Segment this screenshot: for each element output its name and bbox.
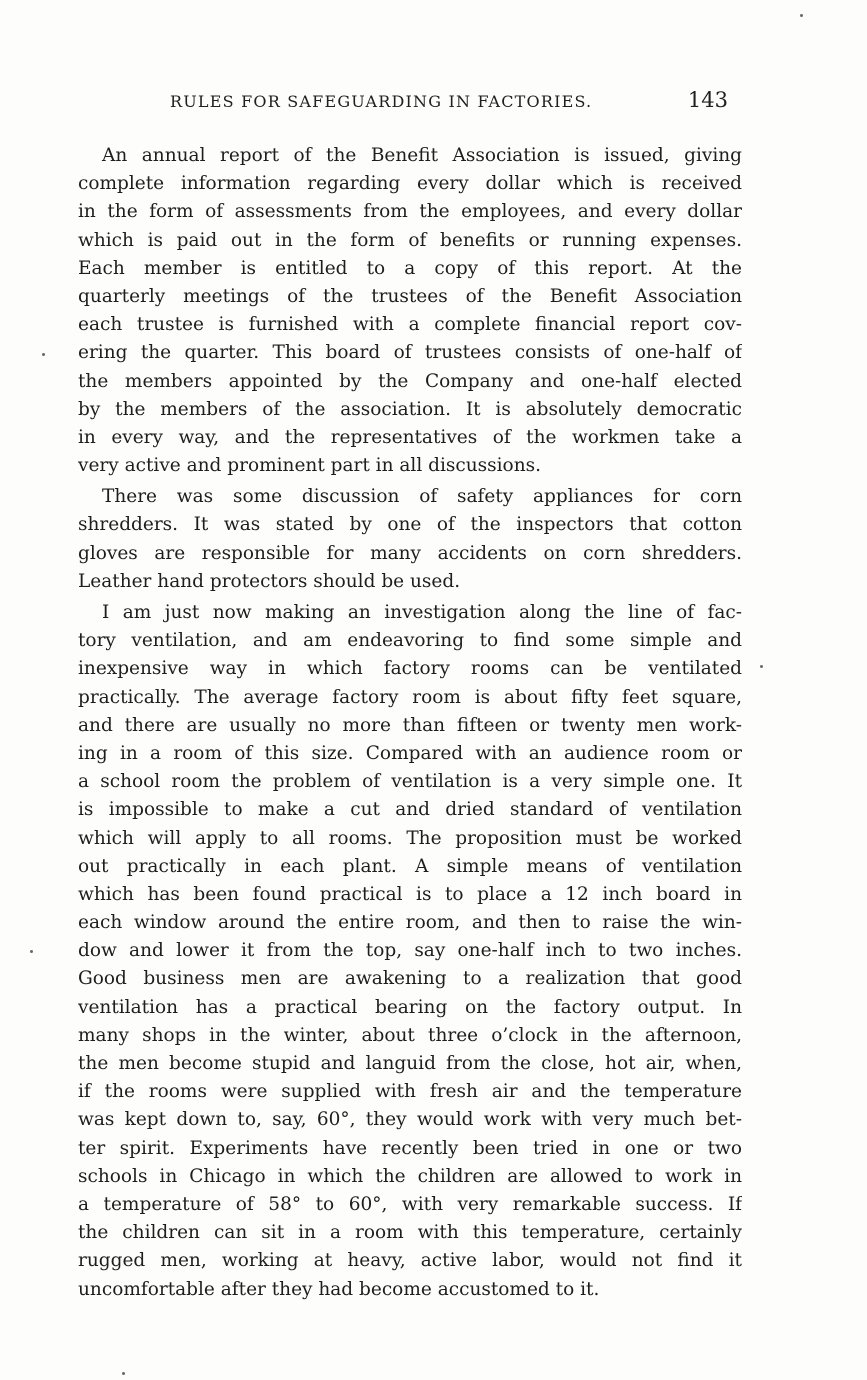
text-line: tory ventilation, and am endeavoring to find some simple and: [78, 630, 742, 652]
scan-speck: [30, 950, 33, 953]
paragraph-ventilation: [78, 599, 742, 1304]
text-line: gloves are responsible for many accidents on corn shredders.: [78, 542, 742, 564]
text-line: Leather hand protectors should be used.: [78, 570, 461, 592]
text-line: the men become stupid and languid from the close, hot air, when,: [78, 1053, 742, 1074]
text-line: ter spirit. Experiments have recently been tried in one or two: [78, 1137, 742, 1159]
text-line: each window around the entire room, and then to raise the win-: [78, 912, 742, 934]
text-line: quarterly meetings of the trustees of the Benefit Association: [78, 285, 742, 307]
text-line: dow and lower it from the top, say one-half inch to two inches.: [78, 940, 742, 962]
text-line: uncomfortable after they had become accustomed to it.: [78, 1278, 600, 1300]
text-line: which has been found practical is to place a 12 inch board in: [78, 883, 742, 905]
text-line: which is paid out in the form of benefits or running expenses.: [78, 229, 742, 251]
text-line: ering the quarter. This board of trustees consists of one-half of: [78, 342, 742, 364]
text-line: in the form of assessments from the employees, and every dollar: [78, 201, 742, 223]
text-line: schools in Chicago in which the children are allowed to work in: [78, 1165, 742, 1187]
text-line: was kept down to, say, 60°, they would work with very much bet-: [78, 1109, 742, 1131]
running-title: RULES FOR SAFEGUARDING IN FACTORIES.: [170, 92, 593, 111]
text-line: There was some discussion of safety appliances for corn: [102, 486, 742, 508]
text-line: ventilation has a practical bearing on the factory output. In: [78, 996, 742, 1018]
scan-speck: [122, 1372, 125, 1375]
running-head: [80, 88, 742, 118]
text-line: the children can sit in a room with this temperature, certainly: [78, 1222, 742, 1244]
text-line: An annual report of the Benefit Association is issued, giving: [102, 145, 742, 166]
page-number: 143: [687, 88, 728, 112]
text-line: is impossible to make a cut and dried standard of ventilation: [78, 799, 742, 821]
paragraph-corn-shredders: [78, 483, 742, 596]
text-line: inexpensive way in which factory rooms can be ventilated: [78, 658, 742, 680]
text-line: Good business men are awakening to a realization that good: [78, 968, 742, 990]
text-line: practically. The average factory room is about fifty feet square,: [78, 686, 742, 708]
text-line: in every way, and the representatives of the workmen take a: [78, 426, 742, 448]
paragraph-benefit-association: [78, 142, 742, 480]
text-line: ing in a room of this size. Compared with an audience room or: [78, 742, 742, 764]
text-line: very active and prominent part in all discussions.: [78, 455, 541, 477]
body-text: [78, 142, 742, 1307]
scan-speck: [800, 14, 803, 17]
text-line: if the rooms were supplied with fresh air and the temperature: [78, 1081, 742, 1103]
text-line: each trustee is furnished with a complete financial report cov-: [78, 314, 742, 336]
text-line: which will apply to all rooms. The proposition must be worked: [78, 827, 742, 849]
text-line: and there are usually no more than fifteen or twenty men work-: [78, 714, 742, 736]
text-line: Each member is entitled to a copy of this report. At the: [78, 257, 742, 279]
text-line: shredders. It was stated by one of the inspectors that cotton: [78, 514, 742, 536]
scan-speck: [42, 353, 45, 356]
text-line: by the members of the association. It is absolutely democratic: [78, 398, 742, 420]
text-line: a school room the problem of ventilation is a very simple one. It: [78, 771, 742, 793]
text-line: the members appointed by the Company and one-half elected: [78, 370, 742, 392]
scan-speck: [760, 665, 763, 668]
text-line: complete information regarding every dollar which is received: [78, 173, 742, 195]
text-line: rugged men, working at heavy, active labor, would not find it: [78, 1250, 742, 1272]
text-line: I am just now making an investigation along the line of fac-: [102, 602, 742, 623]
text-line: many shops in the winter, about three o’clock in the afternoon,: [78, 1024, 742, 1046]
text-line: out practically in each plant. A simple means of ventilation: [78, 855, 742, 877]
text-line: a temperature of 58° to 60°, with very remarkable success. If: [78, 1193, 742, 1215]
